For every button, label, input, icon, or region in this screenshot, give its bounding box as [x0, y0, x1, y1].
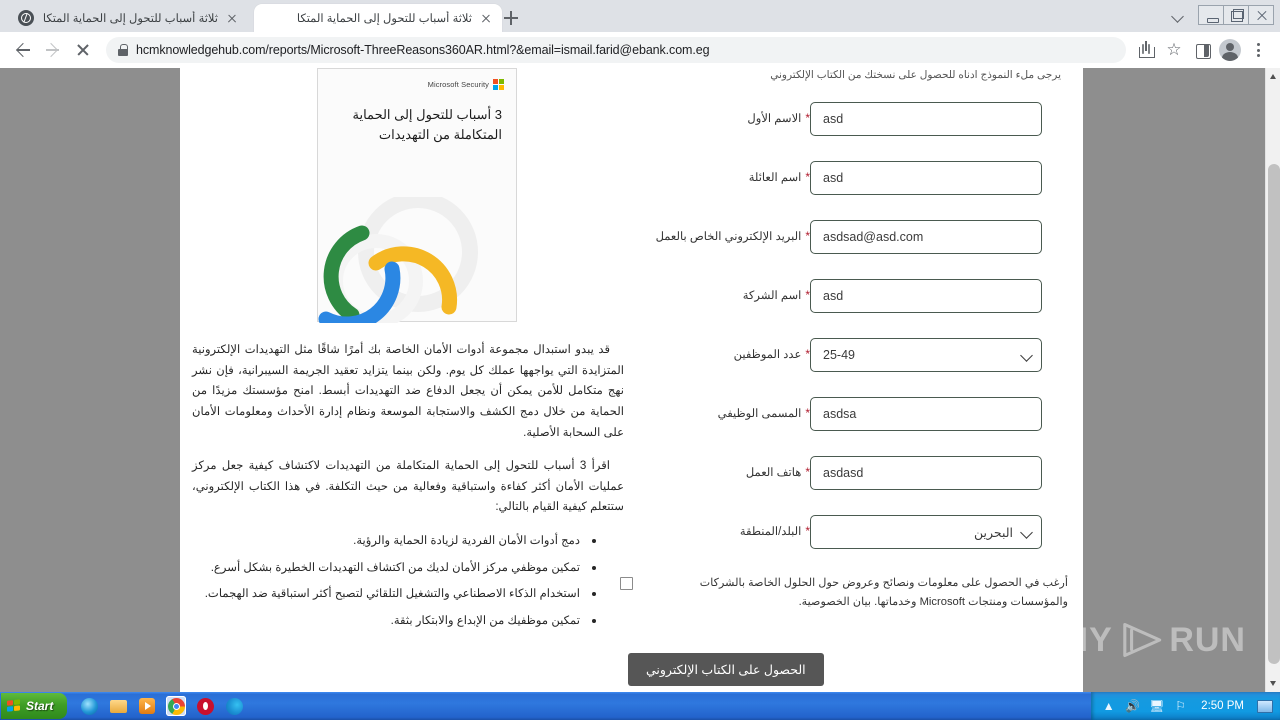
bookmark-star-icon[interactable]: ☆ — [1166, 40, 1182, 59]
windows-taskbar — [0, 692, 1280, 720]
internet-explorer-icon[interactable] — [79, 696, 99, 716]
edge-icon[interactable] — [224, 696, 244, 716]
field-control — [810, 515, 1070, 549]
label-text: الاسم الأول — [747, 113, 802, 126]
label-text: عدد الموظفين — [733, 349, 802, 362]
required-asterisk: * — [805, 111, 810, 126]
microsoft-squares-icon — [493, 79, 504, 90]
quick-launch-bar — [79, 696, 244, 716]
form-row-first-name — [620, 102, 1070, 136]
browser-tab-1[interactable] — [8, 4, 248, 32]
form-row-company — [620, 279, 1070, 313]
page-favicon-icon — [264, 10, 280, 26]
list-item: تمكين موظفي مركز الأمان لديك من اكتشاف التهديدات الخطيرة بشكل أسرع. — [192, 558, 596, 579]
label-text: المسمى الوظيفي — [717, 408, 802, 421]
side-panel-icon[interactable] — [1188, 36, 1216, 64]
field-control — [810, 397, 1070, 431]
field-label — [620, 287, 810, 305]
field-control — [810, 338, 1070, 372]
marketing-consent — [620, 574, 1070, 613]
flag-icon[interactable]: ⚐ — [1175, 698, 1187, 713]
minimize-button[interactable] — [1198, 5, 1224, 25]
required-asterisk: * — [805, 288, 810, 303]
list-item: تمكين موظفيك من الإبداع والابتكار بثقة. — [192, 611, 596, 632]
label-text: البريد الإلكتروني الخاص بالعمل — [655, 231, 802, 244]
close-button[interactable] — [1248, 5, 1274, 25]
list-item: استخدام الذكاء الاصطناعي والتشغيل التلقائي لتصبح أكثر استباقية ضد الهجمات. — [192, 584, 596, 605]
label-text: اسم الشركة — [742, 290, 802, 303]
lead-capture-form — [620, 102, 1070, 686]
tab-close-icon[interactable] — [478, 10, 494, 26]
new-tab-button[interactable] — [500, 7, 522, 29]
tab-close-icon[interactable] — [224, 10, 240, 26]
label-text: هاتف العمل — [745, 467, 802, 480]
ebook-cover-image — [317, 68, 517, 322]
scroll-down-arrow-icon[interactable] — [1266, 676, 1280, 692]
required-asterisk: * — [805, 465, 810, 480]
get-ebook-button[interactable]: الحصول على الكتاب الإلكتروني — [628, 653, 824, 686]
submit-row — [620, 653, 1070, 686]
field-label — [620, 169, 810, 187]
show-hidden-icons-icon[interactable]: ▲ — [1102, 698, 1115, 713]
forward-button[interactable] — [38, 35, 68, 65]
tab-title: ثلاثة أسباب للتحول إلى الحماية المتكا — [42, 13, 218, 25]
required-asterisk: * — [805, 406, 810, 421]
form-row-country — [620, 515, 1070, 549]
label-text: البلد/المنطقة — [739, 526, 802, 539]
paragraph-1: قد يبدو استبدال مجموعة أدوات الأمان الخاصة بك أمرًا شاقًا مثل التهديدات الإلكترونية المتزايدة التي يواجهها عملك كل يوم. ولكن بينما يتزايد تعقيد الجريمة السيبرانية، فإن نشر نهج متكامل للأمن يمكن أن يجعل الدفاع ضد التهديدات أبسط. امنح مؤسستك مزيدًا من الحماية من خلال دمج الكشف والاستجابة الموسعة ونظام إدارة الأحداث ومعلومات الأمان على السحابة الأصلية. — [192, 343, 624, 439]
consent-text: أرغب في الحصول على معلومات ونصائح وعروض حول الحلول الخاصة بالشركات والمؤسسات ومنتجات Microsoft وخدماتها. بيان الخصوصية. — [699, 577, 1068, 609]
field-control — [810, 279, 1070, 313]
field-control — [810, 220, 1070, 254]
page-viewport — [0, 68, 1280, 692]
page-content — [180, 68, 1083, 692]
employee-count-select[interactable] — [810, 338, 1042, 372]
company-name-input[interactable]: asd — [810, 279, 1042, 313]
opera-icon[interactable] — [195, 696, 215, 716]
form-row-business-phone — [620, 456, 1070, 490]
page-scrollbar[interactable] — [1265, 68, 1280, 692]
url-text: hcmknowledgehub.com/reports/Microsoft-ThreeReasons360AR.html?&email=ismail.farid@ebank.com.eg — [136, 43, 710, 57]
label-text: اسم العائلة — [748, 172, 802, 185]
last-name-input[interactable]: asd — [810, 161, 1042, 195]
field-label — [620, 523, 810, 541]
field-label — [620, 405, 810, 423]
field-control — [810, 456, 1070, 490]
chrome-icon[interactable] — [166, 696, 186, 716]
brand-label: Microsoft Security — [427, 80, 489, 89]
back-button[interactable] — [8, 35, 38, 65]
body-copy — [192, 340, 624, 638]
select-value: 25-49 — [823, 348, 855, 362]
globe-favicon-icon — [18, 10, 34, 26]
required-asterisk: * — [805, 229, 810, 244]
form-row-last-name — [620, 161, 1070, 195]
cover-artwork — [318, 197, 516, 323]
volume-icon[interactable]: 🔊 — [1125, 698, 1141, 713]
start-label: Start — [26, 699, 54, 713]
restore-button[interactable] — [1223, 5, 1249, 25]
watermark-text-right: RUN — [1169, 621, 1246, 659]
benefits-list — [192, 531, 596, 632]
share-icon[interactable] — [1132, 36, 1160, 64]
tab-title: ثلاثة أسباب للتحول إلى الحماية المتكا — [296, 13, 472, 25]
address-bar[interactable] — [106, 37, 1126, 63]
clipped-intro-text: يرجى ملء النموذج أدناه للحصول على نسختك من الكتاب الإلكتروني — [770, 70, 1061, 81]
system-tray — [1091, 692, 1280, 720]
window-controls — [1165, 2, 1274, 28]
interlocking-arcs-graphic — [318, 197, 516, 323]
browser-tab-2[interactable] — [254, 4, 502, 32]
microsoft-security-logo — [428, 79, 504, 90]
paragraph-2: اقرأ 3 أسباب للتحول إلى الحماية المتكاملة من التهديدات لاكتشاف كيفية جعل مركز عمليات الأمان أكثر كفاءة واستباقية وفعالية من حيث التكلفة. في هذا الكتاب الإلكتروني، ستتعلم كيفية القيام بالتالي: — [192, 459, 624, 514]
form-row-job-title — [620, 397, 1070, 431]
lock-icon — [118, 44, 128, 56]
list-item: دمج أدوات الأمان الفردية لزيادة الحماية والرؤية. — [192, 531, 596, 552]
chevron-down-icon[interactable] — [1165, 2, 1191, 28]
browser-toolbar — [0, 32, 1280, 68]
business-phone-input[interactable]: asdasd — [810, 456, 1042, 490]
network-icon[interactable]: 🖥 — [1149, 698, 1165, 713]
field-label — [620, 346, 810, 364]
form-row-email — [620, 220, 1070, 254]
field-label — [620, 228, 810, 246]
watermark-text-left: ANY — [1038, 621, 1113, 659]
required-asterisk: * — [805, 524, 810, 539]
consent-checkbox[interactable] — [620, 577, 633, 590]
field-control — [810, 161, 1070, 195]
taskbar-clock[interactable]: 2:50 PM — [1201, 700, 1244, 712]
file-explorer-icon[interactable] — [108, 696, 128, 716]
chevron-down-icon — [1020, 349, 1033, 362]
chevron-down-icon — [1020, 526, 1033, 539]
required-asterisk: * — [805, 347, 810, 362]
chrome-menu-icon[interactable] — [1244, 36, 1272, 64]
scroll-up-arrow-icon[interactable] — [1266, 68, 1280, 84]
job-title-input[interactable]: asdsa — [810, 397, 1042, 431]
field-label — [620, 110, 810, 128]
field-label — [620, 464, 810, 482]
stop-loading-button[interactable] — [68, 35, 98, 65]
scrollbar-thumb[interactable] — [1268, 164, 1280, 664]
profile-avatar[interactable] — [1216, 36, 1244, 64]
field-control — [810, 102, 1070, 136]
tab-strip — [0, 0, 1280, 32]
cover-title: 3 أسباب للتحول إلى الحماية المتكاملة من التهديدات — [352, 107, 502, 142]
select-value: البحرين — [973, 525, 1013, 540]
first-name-input[interactable]: asd — [810, 102, 1042, 136]
start-button[interactable] — [1, 693, 67, 719]
media-player-icon[interactable] — [137, 696, 157, 716]
windows-flag-icon — [7, 699, 21, 713]
country-region-select[interactable] — [810, 515, 1042, 549]
required-asterisk: * — [805, 170, 810, 185]
form-row-employee-count — [620, 338, 1070, 372]
show-desktop-icon[interactable] — [1257, 700, 1273, 713]
email-input[interactable]: asdsad@asd.com — [810, 220, 1042, 254]
